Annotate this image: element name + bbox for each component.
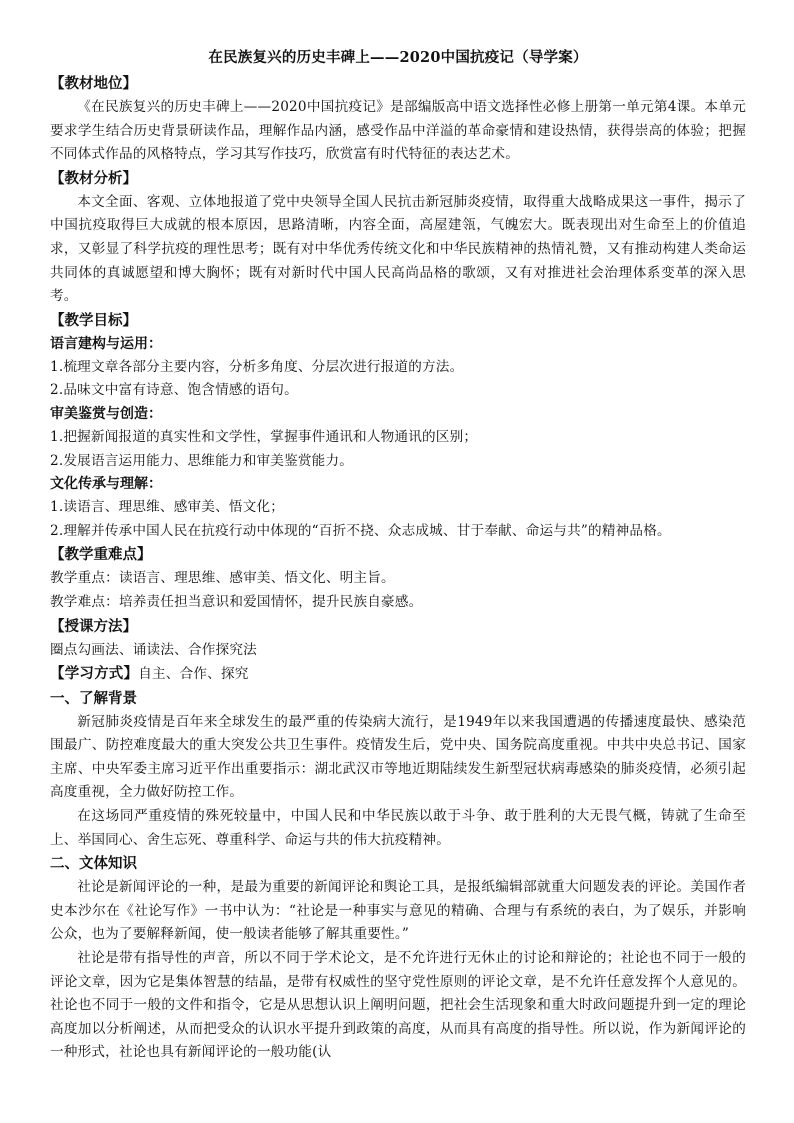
genre-paragraph: 社论是新闻评论的一种，是最为重要的新闻评论和舆论工具，是报纸编辑部就重大问题发表的评论。美国作者史本沙尔在《社论写作》一书中认为：“社论是一种事实与意见的精确、合理与有系统的表白，为了娱乐，并影响公众，也为了要解释新闻，使一般读者能够了解其重要性。” xyxy=(50,879,746,943)
background-paragraph: 在这场同严重疫情的殊死较量中，中国人民和中华民族以敢于斗争、敢于胜利的大无畏气概，铸就了生命至上、举国同心、舍生忘死、尊重科学、命运与共的伟大抗疫精神。 xyxy=(50,808,746,848)
section-heading-key-points: 【教学重难点】 xyxy=(50,546,152,564)
section-heading-position: 【教材地位】 xyxy=(50,75,137,92)
goal-item: 1.梳理文章各部分主要内容，分析多角度、分层次进行报道的方法。 xyxy=(50,358,464,375)
section-heading-method: 【授课方法】 xyxy=(50,617,137,635)
study-line xyxy=(50,662,746,687)
goal-item: 1.把握新闻报道的真实性和文学性，掌握事件通讯和人物通讯的区别； xyxy=(50,428,478,445)
key-point-difficulty: 教学难点：培养责任担当意识和爱国情怀，提升民族自豪感。 xyxy=(50,593,423,610)
section-heading-analysis: 【教材分析】 xyxy=(50,169,137,187)
section-text-analysis: 本文全面、客观、立体地报道了党中央领导全国人民抗击新冠肺炎疫情，取得重大战略成果这一事件，揭示了中国抗疫取得巨大成就的根本原因，思路清晰，内容全面，高屋建瓴，气魄宏大。既表现出对生命至上的价值追求，又彰显了科学抗疫的理性思考；既有对中华优秀传统文化和中华民族精神的热情礼赞，又有推动构建人类命运共同体的真诚愿望和博大胸怀；既有对新时代中国人民高尚品格的歌颂，又有对推进社会治理体系变革的深入思考。 xyxy=(50,193,746,305)
goal-item: 2.品味文中富有诗意、饱含情感的语句。 xyxy=(50,382,298,399)
key-point-focus: 教学重点：读语言、理思维、感审美、悟文化、明主旨。 xyxy=(50,570,395,587)
background-paragraph: 新冠肺炎疫情是百年来全球发生的最严重的传染病大流行，是1949年以来我国遭遇的传播速度最快、感染范围最广、防控难度最大的重大突发公共卫生事件。疫情发生后，党中央、国务院高度重视。中共中央总书记、国家主席、中央军委主席习近平作出重要指示：湖北武汉市等地近期陆续发生新型冠状病毒感染的肺炎疫情，必须引起高度重视，全力做好防控工作。 xyxy=(50,713,746,801)
goal-item: 2.理解并传承中国人民在抗疫行动中体现的“百折不挠、众志成城、甘于奉献、命运与共”的精神品格。 xyxy=(50,522,671,539)
section-heading-genre: 二、文体知识 xyxy=(50,855,137,873)
goal-item: 2.发展语言运用能力、思维能力和审美鉴赏能力。 xyxy=(50,452,354,469)
goal-subheading-culture: 文化传承与理解： xyxy=(50,476,162,493)
document-title: 在民族复兴的历史丰碑上——2020中国抗疫记（导学案） xyxy=(208,49,588,66)
section-heading-background: 一、了解背景 xyxy=(50,689,137,707)
goal-subheading-language: 语言建构与运用： xyxy=(50,335,162,352)
section-text-position: 《在民族复兴的历史丰碑上——2020中国抗疫记》是部编版高中语文选择性必修上册第一单元第4课。本单元要求学生结合历史背景研读作品，理解作品内涵，感受作品中洋溢的革命豪情和建设热情，获得崇高的体验；把握不同体式作品的风格特点，学习其写作技巧，欣赏富有时代特征的表达艺术。 xyxy=(50,99,746,163)
section-text-study: 自主、合作、探究 xyxy=(138,666,249,683)
genre-paragraph: 社论是带有指导性的声音，所以不同于学术论文，是不允许进行无休止的讨论和辩论的；社论也不同于一般的评论文章，因为它是集体智慧的结晶，是带有权威性的坚守党性原则的评论文章，是不允许任意发挥个人意见的。社论也不同于一般的文件和指令，它是从思想认识上阐明问题，把社会生活现象和重大时政问题提升到一定的理论高度加以分析阐述，从而把受众的认识水平提升到政策的高度，从而具有高度的指导性。所以说，作为新闻评论的一种形式，社论也具有新闻评论的一般功能(认 xyxy=(50,950,746,1061)
section-text-method: 圈点勾画法、诵读法、合作探究法 xyxy=(50,641,257,658)
goal-subheading-aesthetic: 审美鉴赏与创造： xyxy=(50,405,162,422)
section-heading-goals: 【教学目标】 xyxy=(50,311,137,329)
goal-item: 1.读语言、理思维、感审美、悟文化； xyxy=(50,499,285,516)
section-heading-study: 【学习方式】 xyxy=(50,665,139,683)
document-page xyxy=(50,46,746,1065)
